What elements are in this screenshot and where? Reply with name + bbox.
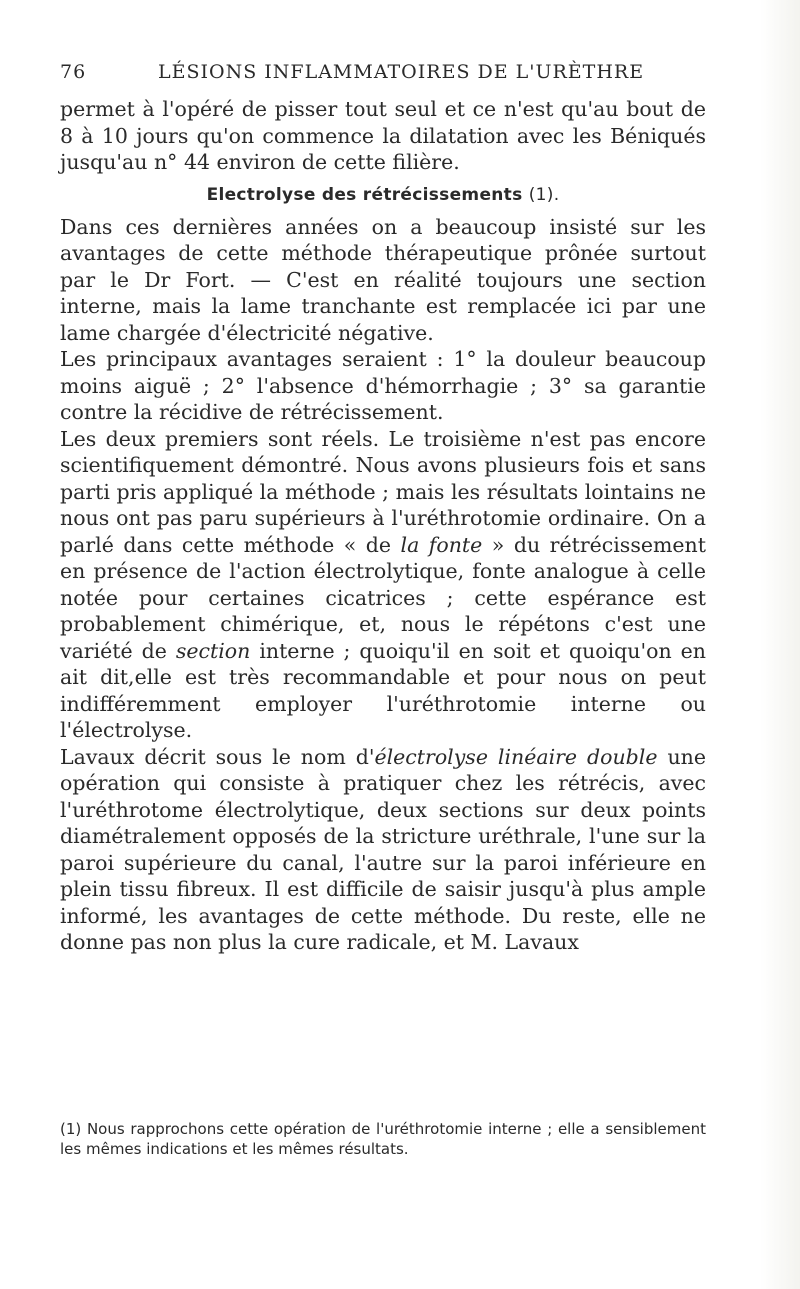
italic-term: électrolyse linéaire double	[374, 744, 658, 769]
paragraph-text: Lavaux décrit sous le nom d'	[60, 744, 375, 769]
paragraph-text: du rétrécissement en présence de l'action électrolytique, fonte analogue à celle notée pour certaines cicatrices ; cette espérance est probablement chimérique, et, nous le répétons c'est une variété de	[60, 532, 706, 663]
running-head-title: LÉSIONS INFLAMMATOIRES DE L'URÈTHRE	[158, 61, 645, 83]
space	[250, 639, 259, 663]
page-edge-shadow	[760, 0, 800, 1289]
paragraph-continuation: permet à l'opéré de pisser tout seul et ce n'est qu'au bout de 8 à 10 jours qu'on commence la dilatation avec les Béniqués jusqu'au n° 44 environ de cette filière.	[60, 97, 706, 174]
paragraph-text: une opération qui consiste à pratiquer chez les rétrécis, avec l'uréthrotome électrolytique, deux sections sur deux points diamétralement opposés de la stricture uréthrale, l'une sur la paroi supérieure du canal, l'autre sur la paroi inférieure en plein tissu fibreux. Il est difficile de saisir jusqu'à plus ample informé, les avantages de cette méthode. Du reste, elle ne donne pas non plus la cure radicale, et M. Lavaux	[60, 744, 706, 954]
footnote	[60, 1119, 706, 1159]
close-quote: »	[482, 532, 505, 557]
paragraph: Dans ces dernières années on a beaucoup insisté sur les avantages de cette méthode thérapeutique prônée surtout par le Dr Fort. — C'est en réalité toujours une section interne, mais la lame tranchante est remplacée ici par une lame chargée d'électricité négative.	[60, 214, 706, 345]
space	[167, 639, 176, 663]
space	[391, 533, 401, 557]
section-heading-text: Electrolyse des rétrécissements	[206, 184, 523, 205]
footnote-ref: (1).	[528, 184, 560, 205]
paragraph: Les principaux avantages seraient : 1° la douleur beaucoup moins aiguë ; 2° l'absence d'hémorrhagie ; 3° sa garantie contre la récidive de rétrécissement.	[60, 347, 706, 424]
paragraph	[60, 426, 706, 744]
footnote-text: (1) Nous rapprochons cette opération de l'uréthrotomie interne ; elle a sensiblement les mêmes indications et les mêmes résultats.	[60, 1120, 706, 1158]
section-heading	[60, 182, 706, 208]
paragraph-text: Les deux premiers sont réels. Le troisième n'est pas encore scientifiquement démontré. Nous avons plusieurs fois et sans parti pris appliqué la méthode ; mais les résultats lointains ne nous ont pas paru supérieurs à l'uréthrotomie ordinaire. On a parlé dans cette méthode « de	[60, 426, 706, 557]
page-number: 76	[60, 61, 87, 83]
space	[504, 533, 514, 557]
space	[657, 745, 667, 769]
body-text	[60, 96, 706, 956]
paragraph-text: interne ; quoiqu'il en soit et quoiqu'on en ait dit,elle est très recommandable et pour nous on peut indifféremment employer l'uréthrotomie interne ou l'électrolyse.	[60, 638, 706, 742]
italic-term: la fonte	[400, 532, 483, 557]
paragraph	[60, 744, 706, 956]
italic-term: section	[175, 638, 251, 663]
